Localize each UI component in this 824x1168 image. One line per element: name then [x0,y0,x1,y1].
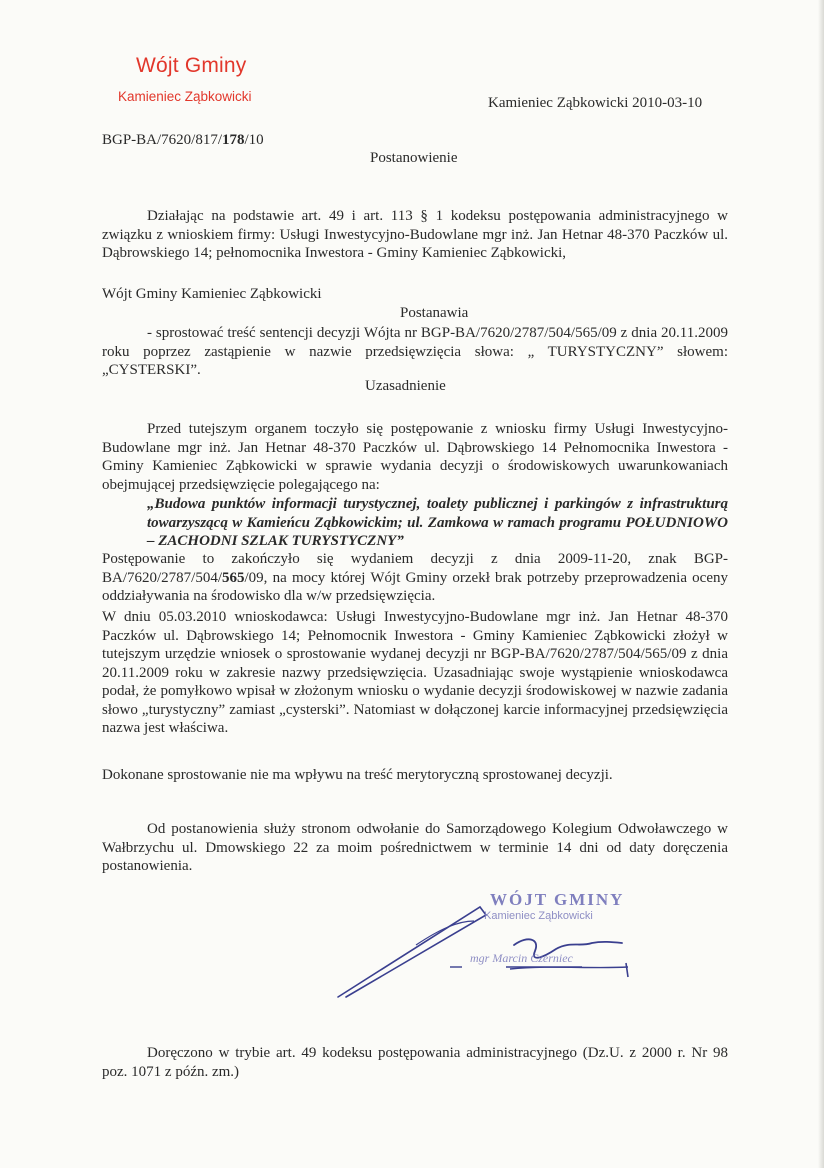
paragraph-decision: - sprostować treść sentencji decyzji Wójta nr BGP-BA/7620/2787/504/565/09 z dnia 20.11.2009 roku poprzez zastąpienie w nazwie przedsięwzięcia słowa: „ TURYSTYCZNY” słowem: „CYSTERSKI”. [102,325,728,378]
stamp-title: WÓJT GMINY [490,890,625,909]
paragraph-appeal: Od postanowienia służy stronom odwołanie do Samorządowego Kolegium Odwoławczego w Wałbrzychu ul. Dmowskiego 22 za moim pośrednictwem w terminie 14 dni od daty doręczenia postanowienia. [102,821,728,874]
paragraph-intro-authority: Wójt Gminy Kamieniec Ząbkowicki [102,286,322,302]
paragraph-request: W dniu 05.03.2010 wnioskodawca: Usługi Inwestycyjno-Budowlane mgr inż. Jan Hetnar 48-370 Paczków ul. Dąbrowskiego 14; Pełnomocnik Inwestora - Gminy Kamieniec Ząbkowicki złożył w tutejszym urzędzie wniosek o sprostowanie wydanej decyzji nr BGP-BA/7620/2787/504/565/09 z dnia 20.11.2009 roku w zakresie nazwy przedsięwzięcia. Uzasadniając swoje wystąpienie wnioskodawca podał, że pomyłkowo wpisał w złożonym wniosku o wydanie decyzji środowiskowej w nazwie zadania słowo „turystyczny” zamiast „cysterski”. Natomiast w dołączonej karcie informacyjnej przedsięwzięcia nazwa jest właściwa. [102,609,728,736]
stamp-place: Kamieniec Ząbkowicki [484,910,593,922]
scan-edge [818,0,824,1168]
proceedings-after: /09, na mocy której Wójt Gminy orzekł brak potrzeby przeprowadzenia oceny oddziaływania na środowisko dla w/w przedsięwzięcia. [102,569,728,604]
stamp-name: mgr Marcin Czerniec [470,951,573,965]
paragraph-project-name: „Budowa punktów informacji turystycznej, toalety publicznej i parkingów z infrastrukturą towarzyszącą w Kamieńcu Ząbkowickim; ul. Zamkowa w ramach programu POŁUDNIOWO – ZACHODNI SZLAK TURYSTYCZNY” [147,496,728,549]
place-and-date: Kamieniec Ząbkowicki 2010-03-10 [488,95,703,111]
proceedings-bold: 565 [222,569,245,586]
paragraph-delivery: Doręczono w trybie art. 49 kodeksu postępowania administracyjnego (Dz.U. z 2000 r. Nr 98 poz. 1071 z późn. zm.) [102,1045,728,1080]
paragraph-reason: Przed tutejszym organem toczyło się postępowanie z wniosku firmy Usługi Inwestycyjno-Budowlane mgr inż. Jan Hetnar 48-370 Paczków ul. Dąbrowskiego 14 Pełnomocnika Inwestora - Gminy Kamieniec Ząbkowicki w sprawie wydania decyzji o środowiskowych uwarunkowaniach obejmującej przedsięwzięcie polegającego na: [102,421,728,493]
letterhead-subtitle: Kamieniec Ząbkowicki [118,89,252,104]
reference-prefix: BGP-BA/7620/817/ [102,132,223,148]
reference-bold: 178 [222,132,245,148]
paragraph-effect: Dokonane sprostowanie nie ma wpływu na treść merytoryczną sprostowanej decyzji. [102,767,613,783]
reference-suffix: /10 [244,132,264,148]
official-stamp [470,890,670,990]
paragraph-intro: Działając na podstawie art. 49 i art. 113 § 1 kodeksu postępowania administracyjnego w związku z wnioskiem firmy: Usługi Inwestycyjno-Budowlane mgr inż. Jan Hetnar 48-370 Paczków ul. Dąbrowskiego 14; pełnomocnika Inwestora - Gminy Kamieniec Ząbkowicki, [102,208,728,261]
reference-number [102,132,264,149]
heading-uzasadnienie: Uzasadnienie [365,378,446,394]
letterhead-title: Wójt Gminy [136,54,247,77]
heading-postanowienie: Postanowienie [370,150,458,166]
heading-postanawia: Postanawia [400,305,469,321]
paragraph-proceedings [102,550,728,606]
proceedings-before: Postępowanie to zakończyło się wydaniem decyzji z dnia 2009-11-20, znak BGP-BA/7620/2787/504/ [102,551,728,586]
